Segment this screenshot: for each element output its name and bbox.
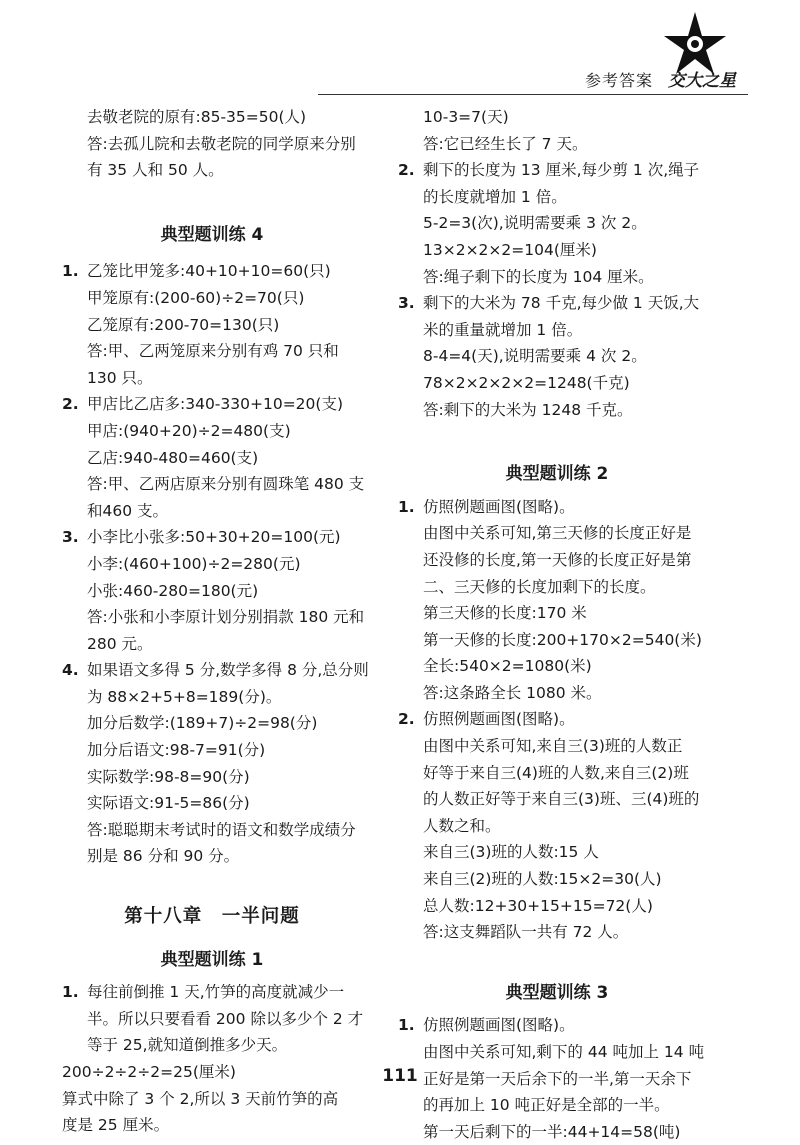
text-line: 乙笼原有:200-70=130(只): [87, 315, 280, 334]
question-number: 4.: [62, 661, 79, 680]
text-line: 仿照例题画图(图略)。: [423, 497, 575, 516]
section-heading: 典型题训练 4: [160, 224, 264, 245]
text-line: 答:去孤儿院和去敬老院的同学原来分别: [87, 134, 356, 153]
text-line: 的人数正好等于来自三(3)班、三(4)班的: [423, 790, 700, 809]
question-number: 1.: [62, 983, 79, 1002]
text-line: 二、三天修的长度加剩下的长度。: [423, 577, 656, 596]
text-line: 答:甲、乙两店原来分别有圆珠笔 480 支: [87, 475, 365, 494]
text-line: 的再加上 10 吨正好是全部的一半。: [423, 1096, 670, 1115]
text-line: 小李比小张多:50+30+20=100(元): [87, 528, 341, 547]
left-column: [62, 104, 369, 1139]
text-line: 剩下的长度为 13 厘米,每少剪 1 次,绳子: [423, 161, 700, 180]
header-rule: [318, 94, 748, 95]
text-line: 10-3=7(天): [423, 108, 509, 126]
text-line: 78×2×2×2×2=1248(千克): [423, 373, 630, 392]
text-line: 200÷2÷2÷2=25(厘米): [62, 1063, 236, 1081]
question-number: 1.: [398, 1016, 415, 1035]
text-line: 答:剩下的大米为 1248 千克。: [423, 400, 633, 419]
question-item: [62, 258, 362, 391]
text-line: 正好是第一天后余下的一半,第一天余下: [423, 1069, 692, 1088]
text-line: 答:它已经生长了 7 天。: [423, 134, 588, 153]
text-line: 乙店:940-480=460(支): [87, 448, 259, 467]
text-line: 答:小张和小李原计划分别捐款 180 元和: [87, 608, 365, 627]
text-line: 米的重量就增加 1 倍。: [423, 320, 583, 339]
text-line: 等于 25,就知道倒推多少天。: [87, 1036, 288, 1055]
question-item: [62, 391, 365, 524]
question-item: [398, 290, 716, 423]
text-line: 第三天修的长度:170 米: [423, 604, 587, 623]
text-line: 的长度就增加 1 倍。: [423, 187, 567, 206]
text-line: 别是 86 分和 90 分。: [87, 847, 240, 866]
text-line: 130 只。: [87, 368, 153, 387]
section-heading: 典型题训练 1: [160, 949, 264, 970]
question-number: 3.: [398, 294, 415, 313]
section-heading: 典型题训练 3: [505, 982, 609, 1003]
question-item: [398, 157, 716, 290]
text-line: 13×2×2×2=104(厘米): [423, 240, 597, 259]
text-line: 半。所以只要看看 200 除以多少个 2 才: [87, 1009, 364, 1028]
section-heading: 典型题训练 2: [505, 464, 609, 485]
text-line: 甲店:(940+20)÷2=480(支): [87, 421, 291, 440]
text-line: 第一天修的长度:200+170×2=540(米): [423, 630, 702, 649]
text-line: 小张:460-280=180(元): [87, 581, 259, 600]
text-line: 总人数:12+30+15+15=72(人): [423, 896, 653, 915]
text-line: 实际语文:91-5=86(分): [87, 794, 250, 813]
text-line: 好等于来自三(4)班的人数,来自三(2)班: [423, 763, 689, 782]
text-line: 有 35 人和 50 人。: [87, 161, 224, 180]
text-line: 由图中关系可知,剩下的 44 吨加上 14 吨: [423, 1043, 705, 1061]
text-line: 280 元。: [87, 634, 153, 653]
brand-name: 交大之星: [668, 71, 736, 91]
text-line: 每往前倒推 1 天,竹笋的高度就减少一: [87, 983, 345, 1002]
text-line: 加分后语文:98-7=91(分): [87, 741, 266, 760]
text-line: 答:聪聪期末考试时的语文和数学成绩分: [87, 820, 356, 839]
text-line: 答:绳子剩下的长度为 104 厘米。: [423, 267, 654, 286]
text-line: 加分后数学:(189+7)÷2=98(分): [87, 714, 318, 733]
right-column: [398, 104, 716, 1145]
text-line: 来自三(2)班的人数:15×2=30(人): [423, 870, 662, 889]
question-item: [62, 524, 365, 657]
text-line: 来自三(3)班的人数:15 人: [423, 843, 599, 862]
text-line: 人数之和。: [423, 816, 501, 835]
question-number: 1.: [398, 497, 415, 516]
question-item: [62, 979, 362, 1059]
text-line: 甲笼原有:(200-60)÷2=70(只): [87, 288, 305, 307]
text-line: 为 88×2+5+8=189(分)。: [87, 687, 282, 706]
text-line: 由图中关系可知,第三天修的长度正好是: [423, 524, 692, 543]
text-line: 还没修的长度,第一天修的长度正好是第: [423, 550, 692, 569]
intro-block: [62, 104, 362, 184]
text-line: 全长:540×2=1080(米): [423, 657, 592, 676]
text-line: 度是 25 厘米。: [62, 1116, 170, 1135]
text-line: 小李:(460+100)÷2=280(元): [87, 554, 301, 573]
text-line: 仿照例题画图(图略)。: [423, 710, 575, 729]
section-label: 参考答案: [585, 71, 654, 90]
chapter-title: 第十八章 一半问题: [124, 906, 300, 928]
text-line: 答:甲、乙两笼原来分别有鸡 70 只和: [87, 342, 339, 361]
text-line: 和460 支。: [87, 501, 169, 520]
text-line: 如果语文多得 5 分,数学多得 8 分,总分则: [87, 661, 369, 680]
question-number: 2.: [62, 395, 79, 414]
text-line: 算式中除了 3 个 2,所以 3 天前竹笋的高: [62, 1089, 339, 1108]
page-number: 111: [382, 1066, 418, 1086]
text-line: 甲店比乙店多:340-330+10=20(支): [87, 395, 344, 414]
question-number: 2.: [398, 710, 415, 729]
question-item: [62, 657, 369, 870]
text-line: 由图中关系可知,来自三(3)班的人数正: [423, 737, 683, 756]
question-number: 2.: [398, 161, 415, 180]
text-line: 仿照例题画图(图略)。: [423, 1016, 575, 1035]
text-line: 答:这条路全长 1080 米。: [423, 683, 602, 702]
text-line: 答:这支舞蹈队一共有 72 人。: [423, 923, 629, 942]
text-line: 第一天后剩下的一半:44+14=58(吨): [423, 1122, 681, 1141]
text-line: 实际数学:98-8=90(分): [87, 767, 250, 786]
question-item: [398, 706, 716, 945]
text-line: 去敬老院的原有:85-35=50(人): [87, 108, 307, 126]
text-line: 8-4=4(天),说明需要乘 4 次 2。: [423, 347, 647, 366]
text-line: 乙笼比甲笼多:40+10+10=60(只): [87, 262, 331, 281]
intro-block: [398, 104, 716, 157]
text-line: 剩下的大米为 78 千克,每少做 1 天饭,大: [423, 294, 700, 313]
question-number: 1.: [62, 262, 79, 281]
question-number: 3.: [62, 528, 79, 547]
text-line: 5-2=3(次),说明需要乘 3 次 2。: [423, 214, 647, 233]
question-item: [398, 494, 716, 707]
